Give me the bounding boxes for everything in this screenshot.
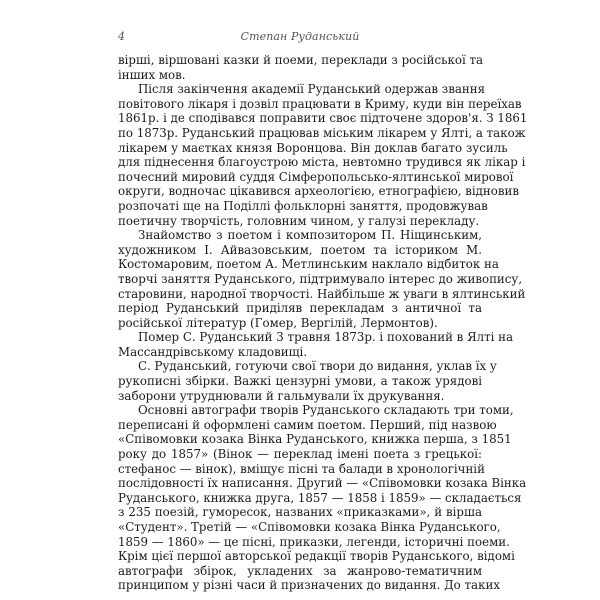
page-number: 4 [118, 30, 125, 43]
text-line: року до 1857» (Вінок — переклад імені поета з грецької: [118, 447, 482, 462]
body-text [118, 53, 528, 593]
text-line: переписані й оформлені самим поетом. Перший, під назвою [118, 417, 497, 432]
text-line: Помер С. Руданський 3 травня 1873р. і похований в Ялті на [138, 330, 514, 345]
text-line: почесний мировий суддя Сімферопольсько-ялтинської мирової [118, 169, 514, 184]
text-line: С. Руданський, готуючи свої твори до видання, уклав їх у [138, 359, 497, 374]
text-line: творчі заняття Руданського, підтримувало інтерес до живопису, [118, 271, 523, 286]
text-line: по 1873р. Руданський працював міським лікарем у Ялті, а також [118, 125, 526, 140]
text-line: округи, водночас цікавився археологією, етнографією, відновив [118, 184, 520, 199]
page-header [116, 30, 484, 46]
running-title: Степан Руданський [240, 30, 360, 43]
text-line: Після закінчення академії Руданський одержав звання [138, 82, 486, 97]
text-line: «Студент». Третій — «Співомовки козака Вінка Руданського, [118, 520, 501, 534]
text-line: рукописні збірки. Важкі цензурні умови, а також урядові [118, 374, 482, 389]
text-line: російської літератур (Гомер, Вергілій, Лермонтов). [118, 315, 438, 330]
text-line: для піднесення благоустрою міста, невтомно трудився як лікар і [118, 155, 526, 170]
text-line: Знайомство з поетом і композитором П. Ніщинським, [138, 228, 482, 243]
text-line: лікарем у маєтках князя Воронцова. Він доклав багато зусиль [118, 140, 508, 155]
text-line: Руданського, книжка друга, 1857 — 1858 і 1859» — складається [118, 490, 522, 505]
text-line: заборони утруднювали й гальмували їх друкування. [118, 388, 445, 403]
text-line: автографи збірок, укладених за жанрово-тематичним [118, 563, 482, 578]
text-line: Костомаровим, поетом А. Метлинським наклало відбиток на [118, 257, 499, 272]
text-line: художником І. Айвазовським, поетом та істориком М. [118, 242, 482, 257]
text-line: Массандрівському кладовищі. [118, 344, 308, 359]
text-line: «Співомовки козака Вінка Руданського, книжка перша, з 1851 [118, 432, 512, 447]
text-line: Крім цієї першої авторської редакції творів Руданського, відомі [118, 549, 515, 564]
text-line: період Руданський приділяв перекладам з античної та [118, 301, 482, 316]
text-line: повітового лікаря і дозвіл працювати в Криму, куди він переїхав [118, 96, 522, 111]
text-line: розпочаті ще на Поділлі фольклорні заняття, продовжував [118, 198, 488, 213]
text-line: поетичну творчість, головним чином, у галузі перекладу. [118, 213, 480, 228]
text-line: інших мов. [118, 67, 186, 82]
text-line: 1861р. і де сподівався поправити своє підточене здоров'я. З 1861 [118, 111, 528, 126]
text-line: старовини, народної творчості. Найбільше ж уваги в ялтинський [118, 286, 526, 301]
text-line: Основні автографи творів Руданського складають три томи, [138, 403, 514, 418]
text-line: послідовності їх написання. Другий — «Співомовки козака Вінка [118, 476, 527, 491]
text-line: з 235 поезій, гуморесок, названих «приказками», й вірша [118, 505, 482, 520]
text-line: вірші, віршовані казки й поеми, переклади з російської та [118, 53, 484, 67]
text-line: 1859 — 1860» — це пісні, приказки, легенди, історичні поеми. [118, 534, 510, 549]
text-line: принципом у різні часи й призначених до видання. До таких [118, 578, 500, 593]
text-line: стефанос — вінок), вміщує пісні та балади в хронологічній [118, 461, 485, 476]
